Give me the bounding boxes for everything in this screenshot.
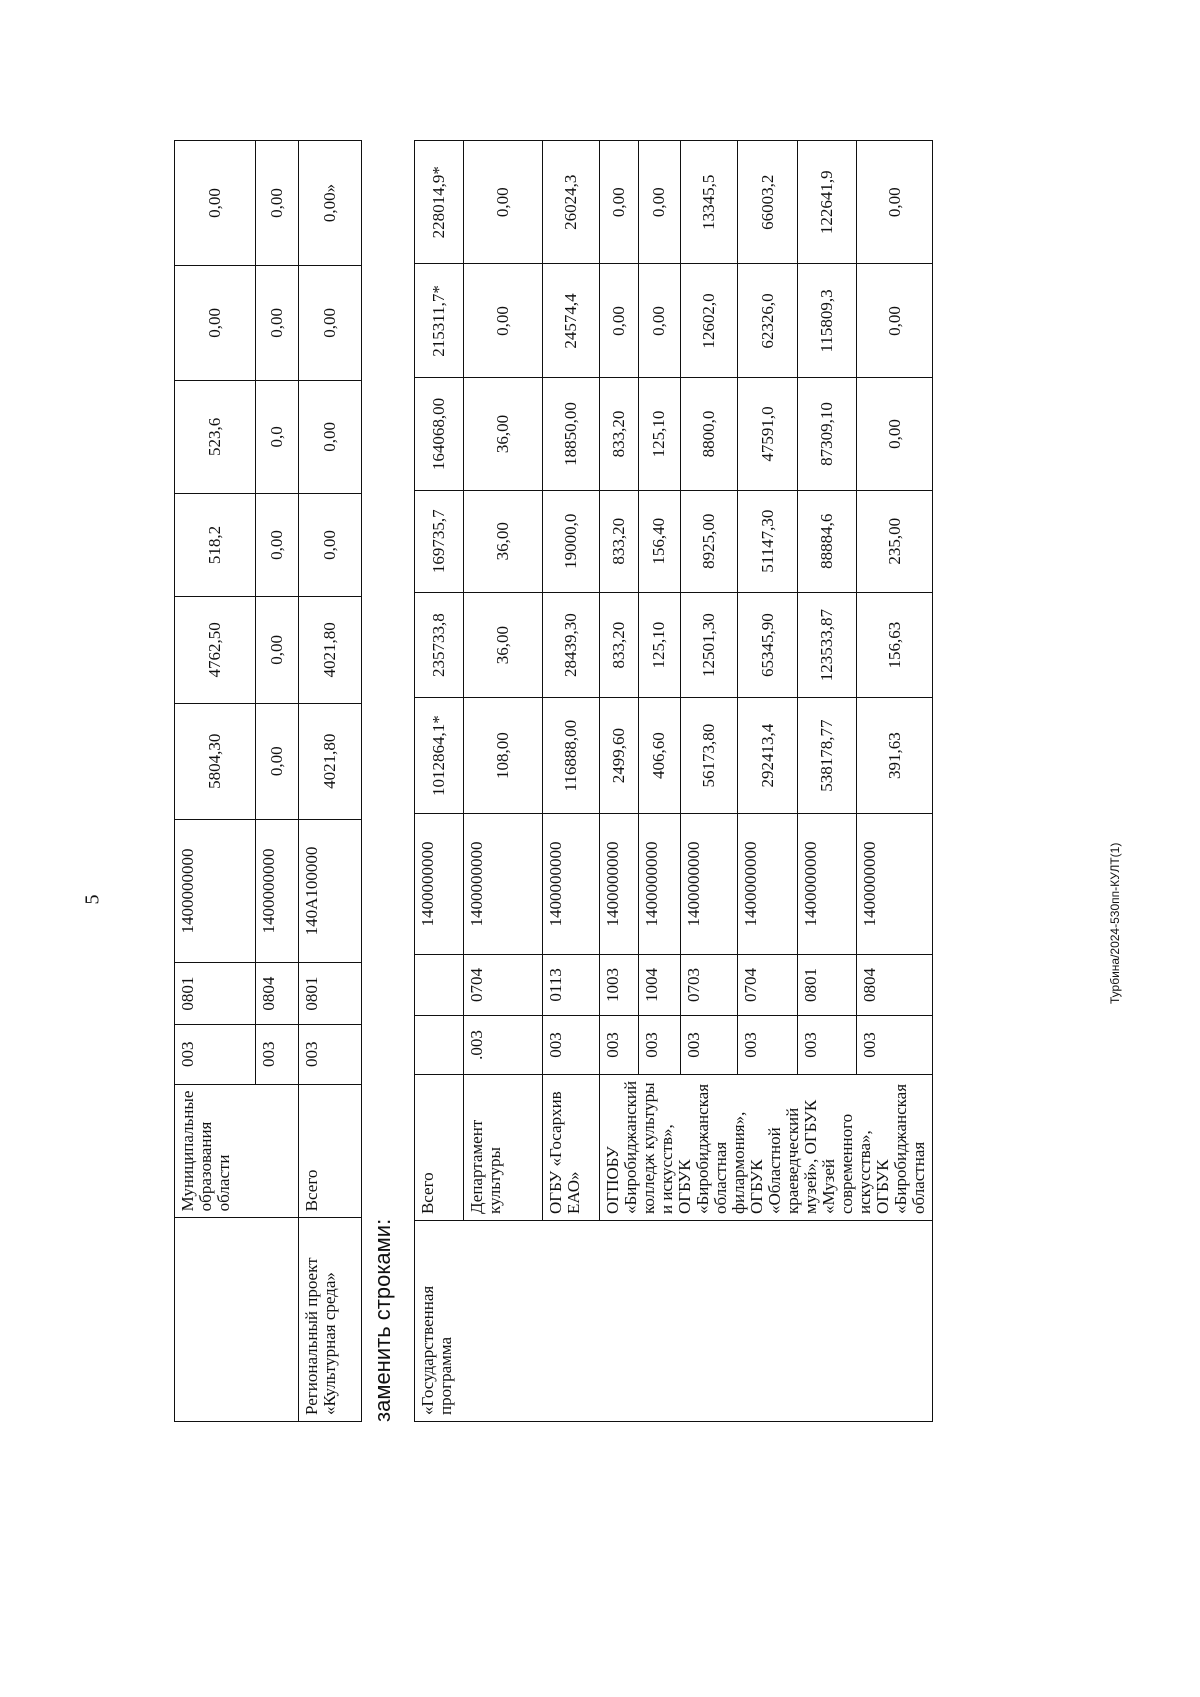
value-cell: 125,10 xyxy=(638,378,681,490)
code-cell: 1400000000 xyxy=(175,819,256,962)
value-cell: 833,20 xyxy=(600,378,639,490)
replace-caption: заменить строками: xyxy=(370,1218,395,1422)
code-cell: 1004 xyxy=(638,954,681,1015)
value-cell: 87309,10 xyxy=(797,378,856,490)
value-cell: 156,40 xyxy=(638,490,681,592)
code-cell: 1400000000 xyxy=(638,813,681,954)
top-col1-cell: Региональный проект «Культурная среда» xyxy=(299,1218,362,1422)
value-cell: 228014,9* xyxy=(415,141,464,264)
value-cell: 0,00 xyxy=(857,141,933,264)
value-cell: 12602,0 xyxy=(681,264,738,378)
value-cell: 0,00 xyxy=(638,264,681,378)
value-cell: 47591,0 xyxy=(738,378,797,490)
value-cell: 125,10 xyxy=(638,592,681,698)
value-cell: 0,0 xyxy=(256,380,299,493)
code-cell: 1400000000 xyxy=(857,813,933,954)
table-row xyxy=(175,141,256,1422)
code-cell xyxy=(415,1015,464,1074)
code-cell: 003 xyxy=(857,1015,933,1074)
value-cell: 2499,60 xyxy=(600,698,639,814)
value-cell: 36,00 xyxy=(464,490,543,592)
top-col1-cell xyxy=(175,1218,299,1422)
code-cell: 0801 xyxy=(175,963,256,1025)
value-cell: 1012864,1* xyxy=(415,698,464,814)
value-cell: 115809,3 xyxy=(797,264,856,378)
value-cell: 56173,80 xyxy=(681,698,738,814)
code-cell: 003 xyxy=(738,1015,797,1074)
code-cell: 0704 xyxy=(738,954,797,1015)
value-cell: 19000,0 xyxy=(543,490,600,592)
value-cell: 833,20 xyxy=(600,490,639,592)
value-cell: 0,00 xyxy=(256,703,299,819)
value-cell: 5804,30 xyxy=(175,703,256,819)
code-cell: 003 xyxy=(797,1015,856,1074)
value-cell: 406,60 xyxy=(638,698,681,814)
value-cell: 169735,7 xyxy=(415,490,464,592)
code-cell: 0704 xyxy=(464,954,543,1015)
value-cell: 156,63 xyxy=(857,592,933,698)
value-cell: 235733,8 xyxy=(415,592,464,698)
code-cell: 0801 xyxy=(299,963,362,1025)
code-cell: 003 xyxy=(600,1015,639,1074)
value-cell: 0,00 xyxy=(299,265,362,380)
code-cell: 1400000000 xyxy=(681,813,738,954)
code-cell: 1400000000 xyxy=(600,813,639,954)
code-cell: 003 xyxy=(543,1015,600,1074)
code-cell: .003 xyxy=(464,1015,543,1074)
value-cell: 215311,7* xyxy=(415,264,464,378)
value-cell: 538178,77 xyxy=(797,698,856,814)
value-cell: 122641,9 xyxy=(797,141,856,264)
value-cell: 4762,50 xyxy=(175,597,256,703)
value-cell: 28439,30 xyxy=(543,592,600,698)
top-col2-cell: Всего xyxy=(299,1084,362,1218)
value-cell: 4021,80 xyxy=(299,597,362,703)
table-row xyxy=(299,141,362,1422)
value-cell: 292413,4 xyxy=(738,698,797,814)
value-cell: 13345,5 xyxy=(681,141,738,264)
org-cell: Всего xyxy=(415,1074,464,1220)
value-cell: 24574,4 xyxy=(543,264,600,378)
value-cell: 18850,00 xyxy=(543,378,600,490)
value-cell: 0,00 xyxy=(256,141,299,266)
value-cell: 0,00 xyxy=(464,264,543,378)
value-cell: 0,00 xyxy=(464,141,543,264)
value-cell: 0,00 xyxy=(600,141,639,264)
value-cell: 523,6 xyxy=(175,380,256,493)
merged-org-cell: ОГПОБУ «Биробиджанский колледж культуры и искусств», ОГБУК «Биробиджанская областная филармония», ОГБУК «Областной краеведческий музей», ОГБУК «Музей современного искусства», ОГБУК «Биробиджанская областная xyxy=(600,1074,933,1220)
code-cell: 003 xyxy=(681,1015,738,1074)
rotated-content xyxy=(174,140,1128,1422)
value-cell: 0,00 xyxy=(256,597,299,703)
value-cell: 88884,6 xyxy=(797,490,856,592)
footer-code: Турбина/2024-530пп-КУЛТ(1) xyxy=(1108,842,1122,1004)
code-cell: 003 xyxy=(175,1024,256,1084)
code-cell: 0804 xyxy=(857,954,933,1015)
code-cell: 0804 xyxy=(256,963,299,1025)
value-cell: 0,00 xyxy=(256,493,299,596)
value-cell: 0,00 xyxy=(600,264,639,378)
page-number: 5 xyxy=(81,894,104,905)
value-cell: 26024,3 xyxy=(543,141,600,264)
code-cell: 1400000000 xyxy=(415,813,464,954)
value-cell: 123533,87 xyxy=(797,592,856,698)
value-cell: 66003,2 xyxy=(738,141,797,264)
value-cell: 518,2 xyxy=(175,493,256,596)
code-cell: 1400000000 xyxy=(256,819,299,962)
value-cell: 0,00 xyxy=(299,380,362,493)
code-cell: 0801 xyxy=(797,954,856,1015)
value-cell: 164068,00 xyxy=(415,378,464,490)
code-cell: 0113 xyxy=(543,954,600,1015)
value-cell: 108,00 xyxy=(464,698,543,814)
org-cell: Департамент культуры xyxy=(464,1074,543,1220)
code-cell: 1400000000 xyxy=(543,813,600,954)
top-table xyxy=(174,140,362,1422)
value-cell: 8925,00 xyxy=(681,490,738,592)
value-cell: 36,00 xyxy=(464,378,543,490)
value-cell: 0,00 xyxy=(175,265,256,380)
value-cell: 833,20 xyxy=(600,592,639,698)
code-cell: 003 xyxy=(638,1015,681,1074)
value-cell: 0,00 xyxy=(857,378,933,490)
program-name-cell: «Государственная программа xyxy=(415,1221,933,1422)
code-cell: 003 xyxy=(256,1024,299,1084)
value-cell: 8800,0 xyxy=(681,378,738,490)
value-cell: 65345,90 xyxy=(738,592,797,698)
value-cell: 36,00 xyxy=(464,592,543,698)
code-cell: 1400000000 xyxy=(464,813,543,954)
value-cell: 51147,30 xyxy=(738,490,797,592)
value-cell: 0,00 xyxy=(857,264,933,378)
table-row xyxy=(415,141,464,1422)
code-cell xyxy=(415,954,464,1015)
value-cell: 0,00» xyxy=(299,141,362,266)
value-cell: 235,00 xyxy=(857,490,933,592)
code-cell: 140A100000 xyxy=(299,819,362,962)
value-cell: 62326,0 xyxy=(738,264,797,378)
value-cell: 4021,80 xyxy=(299,703,362,819)
bottom-table xyxy=(414,140,933,1422)
value-cell: 0,00 xyxy=(256,265,299,380)
org-cell: ОГБУ «Госархив ЕАО» xyxy=(543,1074,600,1220)
code-cell: 1003 xyxy=(600,954,639,1015)
top-col2-cell: Муниципальные образования области xyxy=(175,1084,299,1218)
value-cell: 0,00 xyxy=(175,141,256,266)
code-cell: 0703 xyxy=(681,954,738,1015)
code-cell: 1400000000 xyxy=(797,813,856,954)
value-cell: 12501,30 xyxy=(681,592,738,698)
code-cell: 1400000000 xyxy=(738,813,797,954)
value-cell: 0,00 xyxy=(638,141,681,264)
value-cell: 0,00 xyxy=(299,493,362,596)
value-cell: 116888,00 xyxy=(543,698,600,814)
value-cell: 391,63 xyxy=(857,698,933,814)
code-cell: 003 xyxy=(299,1024,362,1084)
